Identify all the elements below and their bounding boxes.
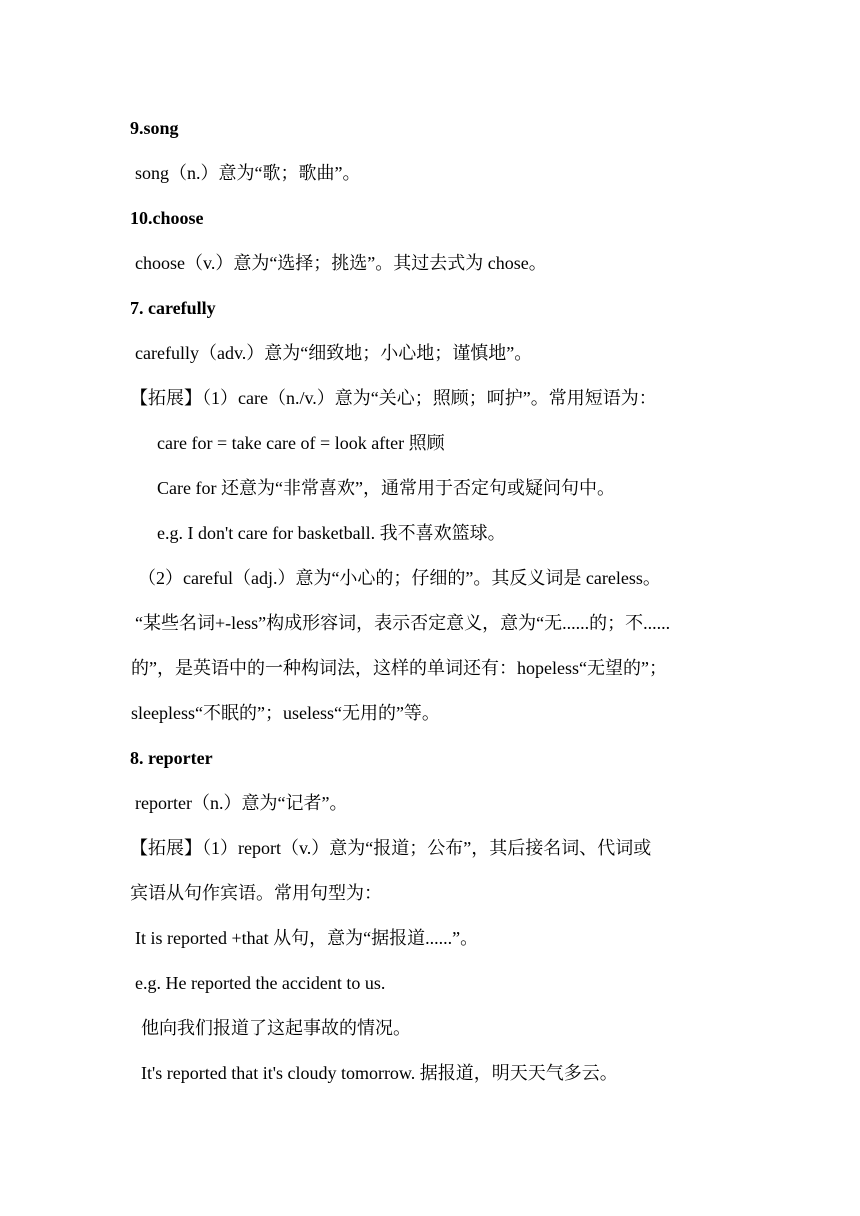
care-example: e.g. I don't care for basketball. 我不喜欢篮球。 bbox=[157, 523, 506, 543]
less-rule-line1: “某些名词+-less”构成形容词，表示否定意义，意为“无......的；不...... bbox=[135, 613, 671, 633]
report-example-en: e.g. He reported the accident to us. bbox=[135, 973, 386, 993]
care-for-meaning: Care for 还意为“非常喜欢”，通常用于否定句或疑问句中。 bbox=[157, 478, 615, 498]
song-definition: song（n.）意为“歌；歌曲”。 bbox=[135, 163, 361, 183]
care-phrase: care for = take care of = look after 照顾 bbox=[157, 433, 445, 453]
report-usage: 宾语从句作宾语。常用句型为： bbox=[130, 883, 382, 903]
heading-carefully: 7. carefully bbox=[130, 298, 216, 318]
report-example-2: It's reported that it's cloudy tomorrow. 据报道，明天天气多云。 bbox=[141, 1063, 618, 1083]
extension-report: 【拓展】（1）report（v.）意为“报道；公布”，其后接名词、代词或 bbox=[130, 838, 652, 858]
choose-definition: choose（v.）意为“选择；挑选”。其过去式为 chose。 bbox=[135, 253, 547, 273]
report-example-zh: 他向我们报道了这起事故的情况。 bbox=[141, 1018, 411, 1038]
reporter-definition: reporter（n.）意为“记者”。 bbox=[135, 793, 348, 813]
carefully-definition: carefully（adv.）意为“细致地；小心地；谨慎地”。 bbox=[135, 343, 533, 363]
less-rule-line3: sleepless“不眠的”；useless“无用的”等。 bbox=[131, 703, 440, 723]
extension-care: 【拓展】（1）care（n./v.）意为“关心；照顾；呵护”。常用短语为： bbox=[130, 388, 657, 408]
careful-definition: （2）careful（adj.）意为“小心的；仔细的”。其反义词是 careless。 bbox=[138, 568, 661, 588]
report-pattern: It is reported +that 从句，意为“据报道......”。 bbox=[135, 928, 479, 948]
less-rule-line2: 的”，是英语中的一种构词法，这样的单词还有：hopeless“无望的”； bbox=[131, 658, 667, 678]
heading-song: 9.song bbox=[130, 118, 179, 138]
heading-reporter: 8. reporter bbox=[130, 748, 213, 768]
heading-choose: 10.choose bbox=[130, 208, 204, 228]
